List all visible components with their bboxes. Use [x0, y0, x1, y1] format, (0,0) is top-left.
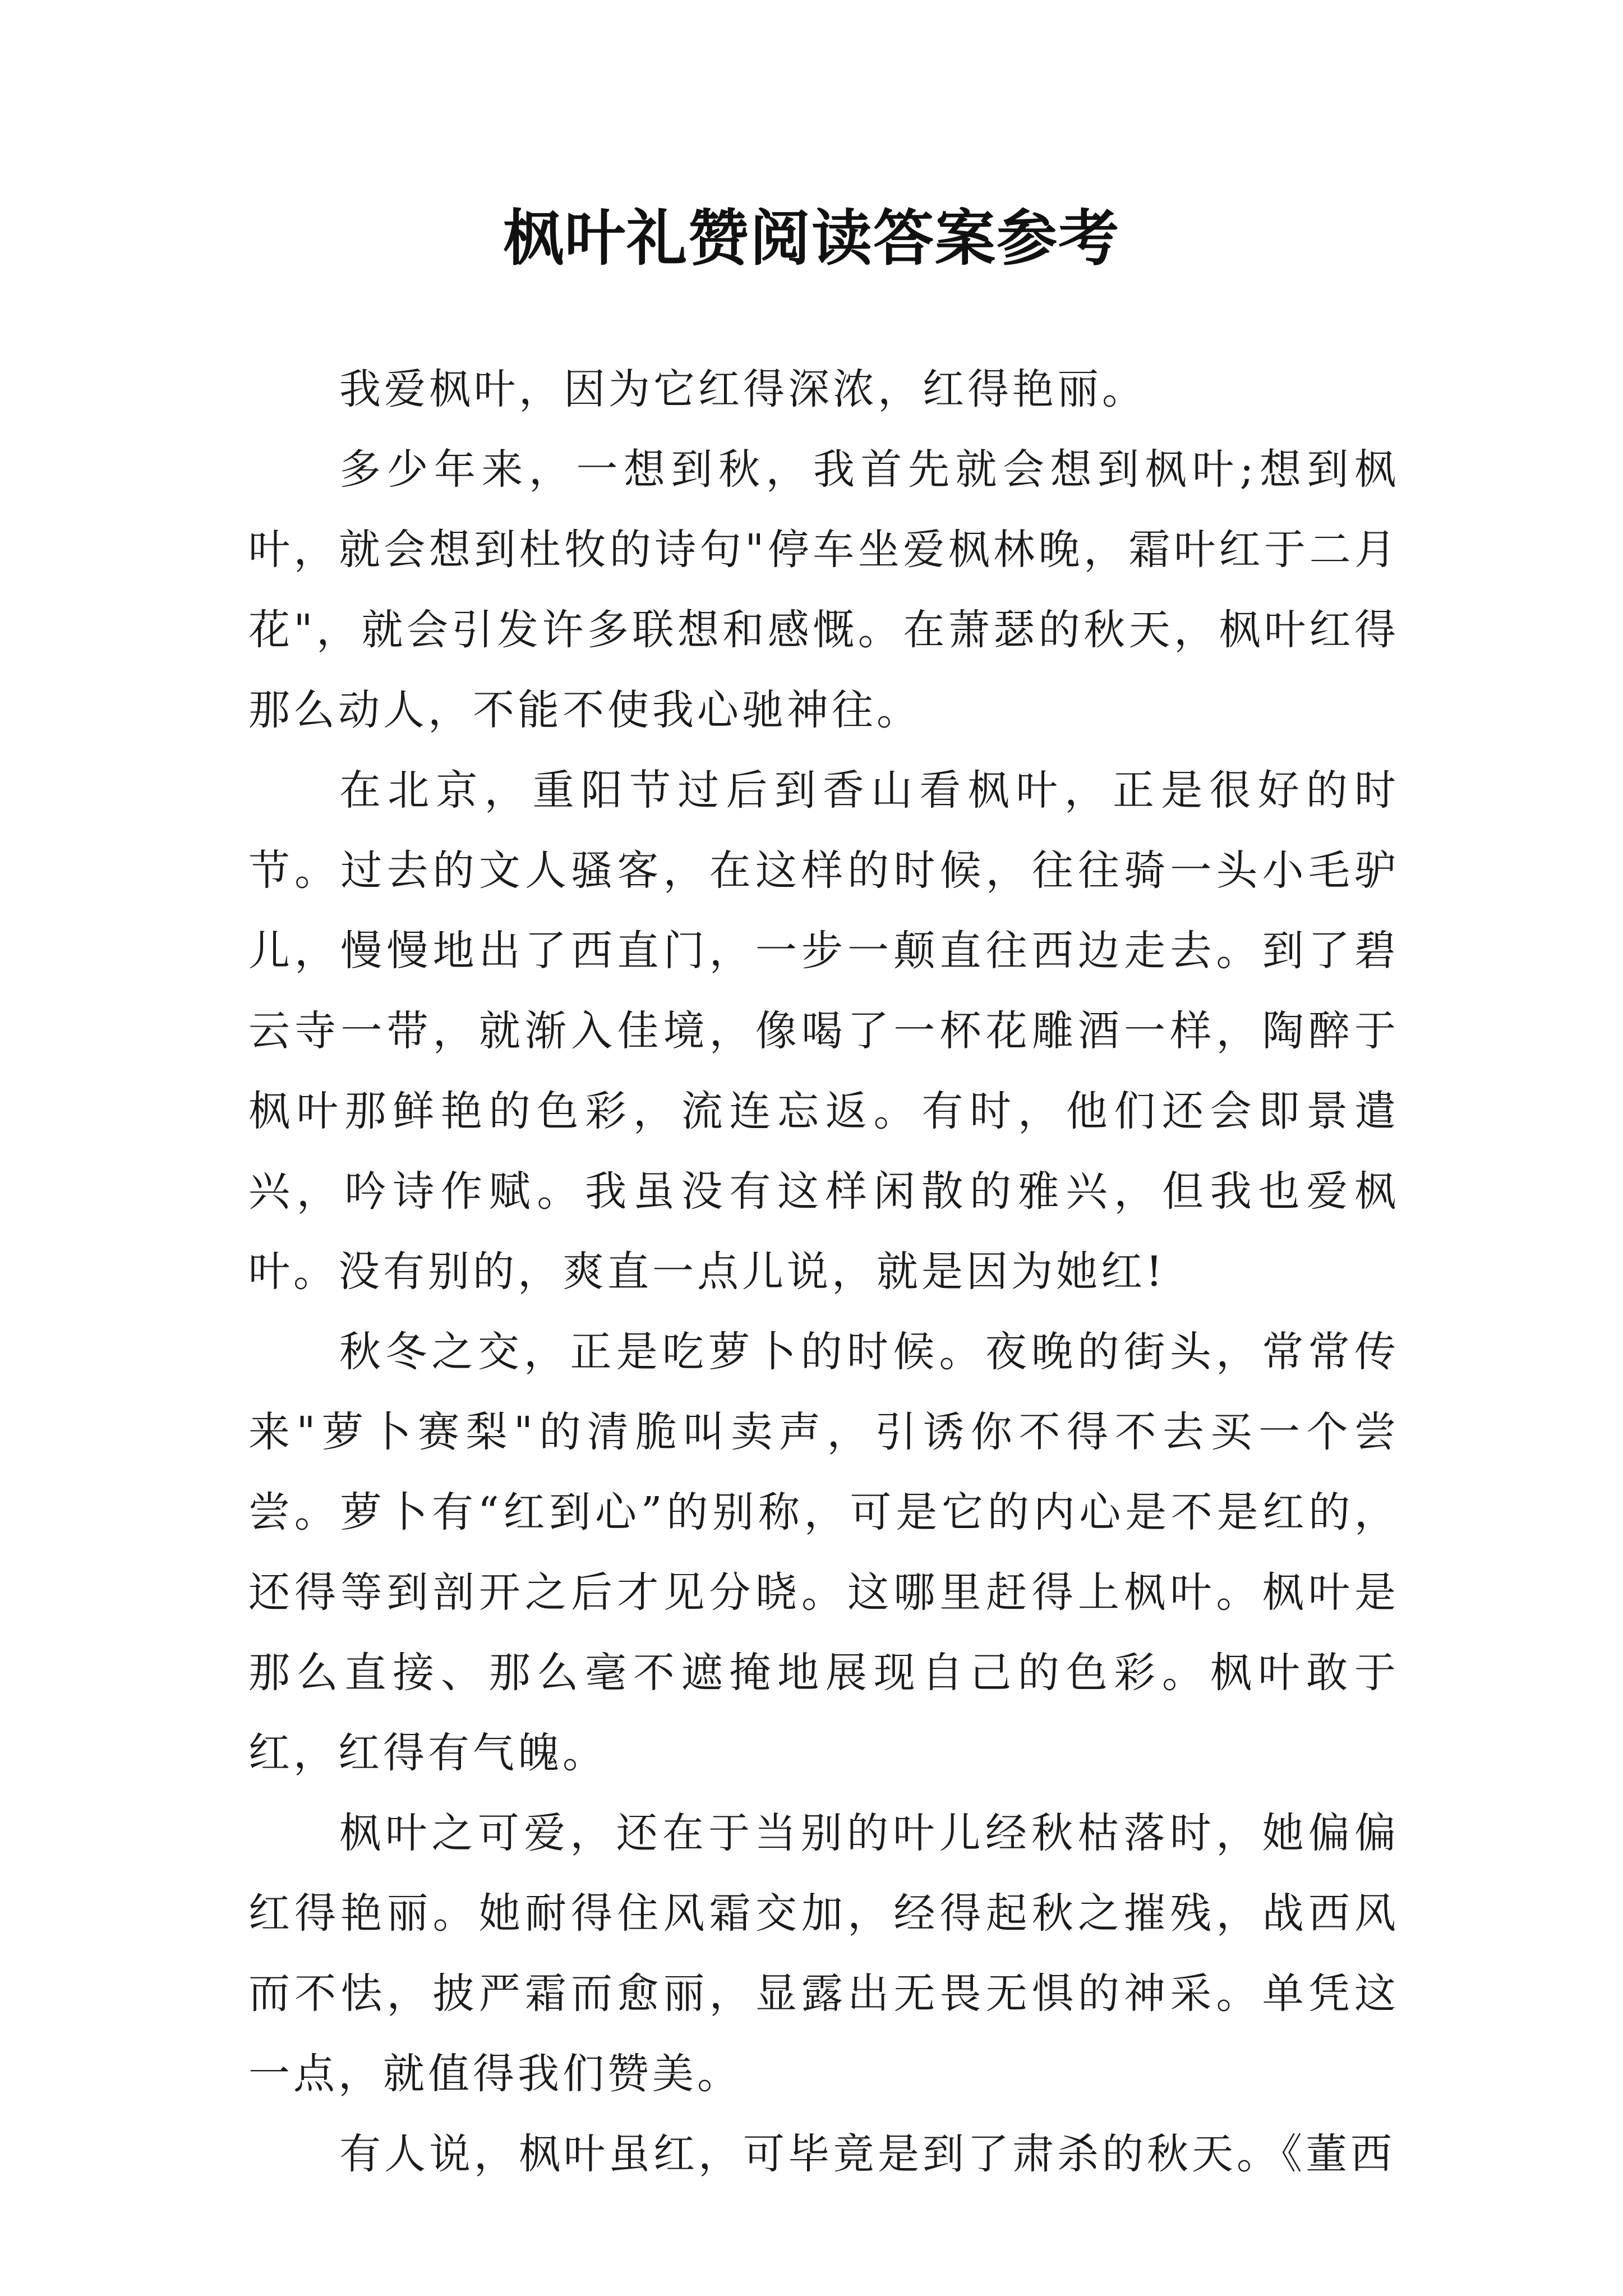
- paragraph: 多少年来，一想到秋，我首先就会想到枫叶;想到枫叶，就会想到杜牧的诗句"停车坐爱枫林晚，霜叶红于二月花"，就会引发许多联想和感慨。在萧瑟的秋天，枫叶红得那么动人，不能不使我心驰神往。: [248, 445, 1399, 734]
- paragraph: 秋冬之交，正是吃萝卜的时候。夜晚的街头，常常传来"萝卜赛梨"的清脆叫卖声，引诱你不得不去买一个尝尝。萝卜有“红到心”的别称，可是它的内心是不是红的，还得等到剖开之后才见分晓。这哪里赶得上枫叶。枫叶是那么直接、那么毫不遮掩地展现自己的色彩。枫叶敢于红，红得有气魄。: [248, 1328, 1399, 1777]
- paragraph: 有人说，枫叶虽红，可毕竟是到了肃杀的秋天。《董西: [339, 2130, 1395, 2178]
- paragraph: 我爱枫叶，因为它红得深浓，红得艳丽。: [339, 365, 1147, 413]
- article-body: [248, 349, 1399, 2194]
- paragraph: 在北京，重阳节过后到香山看枫叶，正是很好的时节。过去的文人骚客，在这样的时候，往往骑一头小毛驴儿，慢慢地出了西直门，一步一颠直往西边走去。到了碧云寺一带，就渐入佳境，像喝了一杯花雕酒一样，陶醉于枫叶那鲜艳的色彩，流连忘返。有时，他们还会即景遣兴，吟诗作赋。我虽没有这样闲散的雅兴，但我也爱枫叶。没有别的，爽直一点儿说，就是因为她红!: [248, 766, 1399, 1296]
- document-title: 枫叶礼赞阅读答案参考: [502, 203, 1120, 274]
- paragraph: 枫叶之可爱，还在于当别的叶儿经秋枯落时，她偏偏红得艳丽。她耐得住风霜交加，经得起秋之摧残，战西风而不怯，披严霜而愈丽，显露出无畏无惧的神采。单凭这一点，就值得我们赞美。: [248, 1809, 1399, 2098]
